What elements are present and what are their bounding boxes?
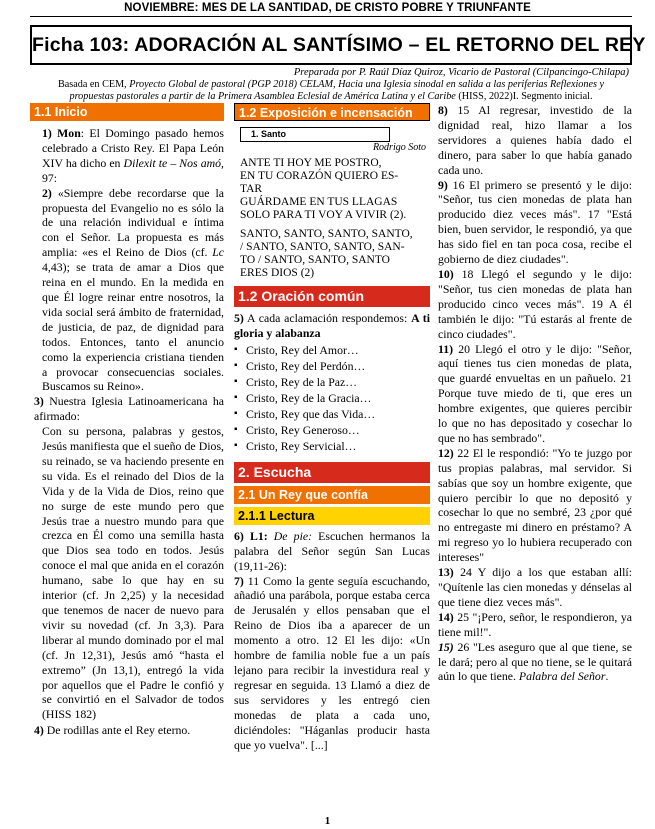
month-heading: NOVIEMBRE: MES DE LA SANTIDAD, DE CRISTO POBRE Y TRIUNFANTE [124,2,531,14]
paragraph-13-text: 24 Y dijo a los que estaban allí: "Quítenle las cien monedas y dénselas al que tiene diez veces más". [438,565,632,609]
source-note-title-2: propuestas pastorales a partir de la Primera Asamblea Eclesial de América Latina y el Caribe [69,90,456,102]
paragraph-15 [438,640,632,685]
paragraph-11-text: 20 Llegó el otro y le dijo: "Señor, aquí tienes tus cien monedas de plata, que guardé envueltas en un pañuelo. 21 Porque tuve miedo de ti, que eres un hombre exigentes, que quieres percibir lo que no has depositado y cosechar lo que no has sembrado". [438,341,632,445]
page-title: Ficha 103: ADORACIÓN AL SANTÍSIMO – EL RETORNO DEL REY [30,25,632,65]
lyric-line: SANTO, SANTO, SANTO, SANTO, [240,228,413,240]
paragraph-3 [30,394,224,424]
paragraph-2-tail: 4,43); se trata de amar a Dios que reina en el mundo. En la medida en que Él logre reinar entre nosotros, la vida social será ámbito de fraternidad, de justicia, de paz, de dignidad para todos. Entonces, tanto el anuncio como la experiencia cristiana tienden a provocar consecuencias sociales. Buscamos su Reino». [42,260,224,394]
paragraph-8-text: 15 Al regresar, investido de la dignidad real, hizo llamar a los servidores a quienes había dado el dinero, para saber lo que había ganado cada uno. [438,103,632,177]
paragraph-1-text: : El Domingo pasado hemos celebrado a Cristo Rey. El Papa León XIV ha dicho en [42,126,224,170]
paragraph-14-text: 25 "¡Pero, señor, le respondieron, ya tiene mil!". [438,609,632,639]
lyric-line: / SANTO, SANTO, SANTO, SAN- [240,241,405,253]
paragraph-13 [438,565,632,610]
paragraph-1-number: 1) Mon [42,126,81,140]
section-escucha-header: 2. Escucha [234,462,430,483]
source-note-suffix: (HISS, 2022)I. Segmento inicial. [455,90,593,102]
author-credit: Preparada por P. Raúl Díaz Quiroz, Vicario de Pastoral (Cilpancingo-Chilapa) [293,67,629,78]
page-number: 1 [324,815,331,827]
paragraph-14 [438,610,632,640]
lyric-line: TO / SANTO, SANTO, SANTO [240,254,390,266]
paragraph-3-number: 3) [34,394,44,409]
list-item: ▪ Cristo, Rey del Perdón… [234,358,430,374]
paragraph-6-number: 6) L1: [234,528,268,543]
lyric-line: EN TU CORAZÓN QUIERO ES- [240,170,399,182]
paragraph-5-text: A cada aclamación respondemos: [243,311,412,325]
paragraph-5-response: A ti gloria y alabanza [234,311,430,340]
paragraph-5 [234,311,430,341]
section-rey-header: 2.1 Un Rey que confía [234,486,430,504]
paragraph-14-number: 14) [438,609,454,624]
song-author: Rodrigo Soto [372,142,426,153]
paragraph-8 [438,103,632,178]
paragraph-3-text: Nuestra Iglesia Latinoamericana ha afirmado: [34,394,224,424]
paragraph-2-ref: Lc [212,245,224,260]
paragraph-4-text: De rodillas ante el Rey eterno. [43,723,191,738]
song-label: 1. Santo [240,127,390,142]
paragraph-2-text: «Siempre debe recordarse que la propuesta del Evangelio no es sólo la de una relación individual e íntima con el Señor. La propuesta es más amplia: «es el Reino de Dios (cf. [42,185,224,260]
paragraph-5-number: 5) [234,311,244,325]
paragraph-11-number: 11) [438,341,454,356]
paragraph-6 [234,529,430,574]
paragraph-3-quote: Con su persona, palabras y gestos, Jesús manifiesta que el sueño de Dios, su reinado, se va haciendo presente en su vida. Es el reinado del Dios de la Vida y de la Vida de Dios, reino que no surge de este mundo pero que Jesús trae a nuestro mundo para que crezca en Él como una semilla hasta que Dios sea todo en todos. Jesús conoce el mal que anida en el corazón humano, sabe lo que hay en su interior (cf. Jn 2,25) y la necesidad que tenemos de nacer de nuevo para vivir su novedad (cf. Jn 3,3). Para liberar al mundo dominado por el mal (cf. Jn 12,31), Jesús amó “hasta el extremo” (Jn 13,1), entregó la vida por aquellos que el Padre le confió y se convirtió en el Salvador de todos (HISS 182) [42,424,224,722]
paragraph-10-text: 18 Llegó el segundo y le dijo: "Señor, tus cien monedas de plata han producido cinco veces más". 19 A él también le dijo: "Tú estarás al frente de cinco ciudades". [438,266,632,341]
paragraph-15-number: 15) [438,639,454,654]
list-item: ▪ Cristo, Rey Servicial… [234,438,430,454]
paragraph-15-end: . [605,669,609,684]
column-middle [234,103,430,752]
paragraph-8-number: 8) [438,103,448,117]
source-note-title: Proyecto Global de pastoral (PGP 2018) CELAM, Hacia una Iglesia sinodal en salida a las periferias Reflexiones y [129,79,605,90]
lyric-line: ANTE TI HOY ME POSTRO, [240,157,382,169]
paragraph-12-number: 12) [438,445,454,460]
paragraph-7 [234,574,430,753]
paragraph-13-number: 13) [438,565,454,580]
acclamation-list [234,342,430,454]
lyric-line: TAR [240,183,263,195]
paragraph-6-instruction: De pie: [267,528,313,543]
lyrics-stanza-2 [240,228,430,280]
paragraph-12-text: 22 El le respondió: "Yo te juzgo por tus propias palabras, mal servidor. Si sabías que soy un hombre exigente, que quiero percibir lo que no depositó y cosechar lo que no sembré, 23 ¿por qué no entregaste mi dinero en préstamo? A mi regreso yo lo hubiera recuperado con intereses" [438,445,632,565]
lyric-line: GUÁRDAME EN TUS LLAGAS [240,196,398,208]
paragraph-1 [30,126,224,186]
section-exposicion-header: 1.2 Exposición e incensación [234,103,430,121]
paragraph-9 [438,178,632,267]
paragraph-1-tail: , 97: [42,155,224,185]
lyrics-stanza-1 [240,157,430,222]
paragraph-12 [438,446,632,565]
header-divider [30,16,632,17]
list-item: ▪ Cristo, Rey de la Gracia… [234,390,430,406]
list-item: ▪ Cristo, Rey del Amor… [234,342,430,358]
paragraph-1-ref: Dilexit te – Nos amó [123,155,222,170]
paragraph-9-number: 9) [438,177,448,192]
paragraph-2-number: 2) [42,185,52,200]
paragraph-4 [30,723,224,738]
paragraph-15-closing: Palabra del Señor [518,669,606,684]
paragraph-2 [30,186,224,395]
list-item: ▪ Cristo, Rey que das Vida… [234,406,430,422]
list-item: ▪ Cristo, Rey de la Paz… [234,374,430,390]
paragraph-10 [438,267,632,342]
section-lectura-header: 2.1.1 Lectura [234,507,430,525]
paragraph-4-number: 4) [34,723,44,738]
paragraph-10-number: 10) [438,266,454,281]
lyric-line: SOLO PARA TI VOY A VIVIR (2). [240,209,407,221]
song-lyrics [234,157,430,280]
section-oracion-header: 1.2 Oración común [234,286,430,307]
column-right [438,103,632,684]
paragraph-15-text: 26 "Les aseguro que al que tiene, se le dará; pero al que no tiene, se le quitará aún lo que tiene. [438,639,632,684]
section-inicio-header: 1.1 Inicio [30,103,224,121]
column-left [30,103,224,738]
lyric-line: ERES DIOS (2) [240,267,315,279]
paragraph-7-text: 11 Como la gente seguía escuchando, añadió una parábola, porque estaba cerca de Jerusalén y ellos pensaban que el Reino de Dios iba a aparecer de un momento a otro. 12 El les dijo: «Un hombre de familia noble fue a un país lejano para recibir la investidura real y regresar en seguida. 13 Llamó a diez de sus servidores y les entregó cien monedas de plata a cada uno, diciéndoles: "Háganlas producir hasta que yo vuelva". [...] [234,573,430,752]
paragraph-7-number: 7) [234,573,244,588]
source-note [30,79,632,102]
paragraph-11 [438,342,632,446]
list-item: ▪ Cristo, Rey Generoso… [234,422,430,438]
source-note-prefix: Basada en CEM, [57,79,130,90]
paragraph-9-text: 16 El primero se presentó y le dijo: "Señor, tus cien monedas de plata han producido diez veces más". 17 "Está bien, buen servidor, le respondió, ya que has sido fiel en tan poca cosa, recibe el gobierno de diez ciudades". [438,177,632,267]
paragraph-6-text: Escuchen hermanos la palabra del Señor según San Lucas (19,11-26): [234,528,430,573]
